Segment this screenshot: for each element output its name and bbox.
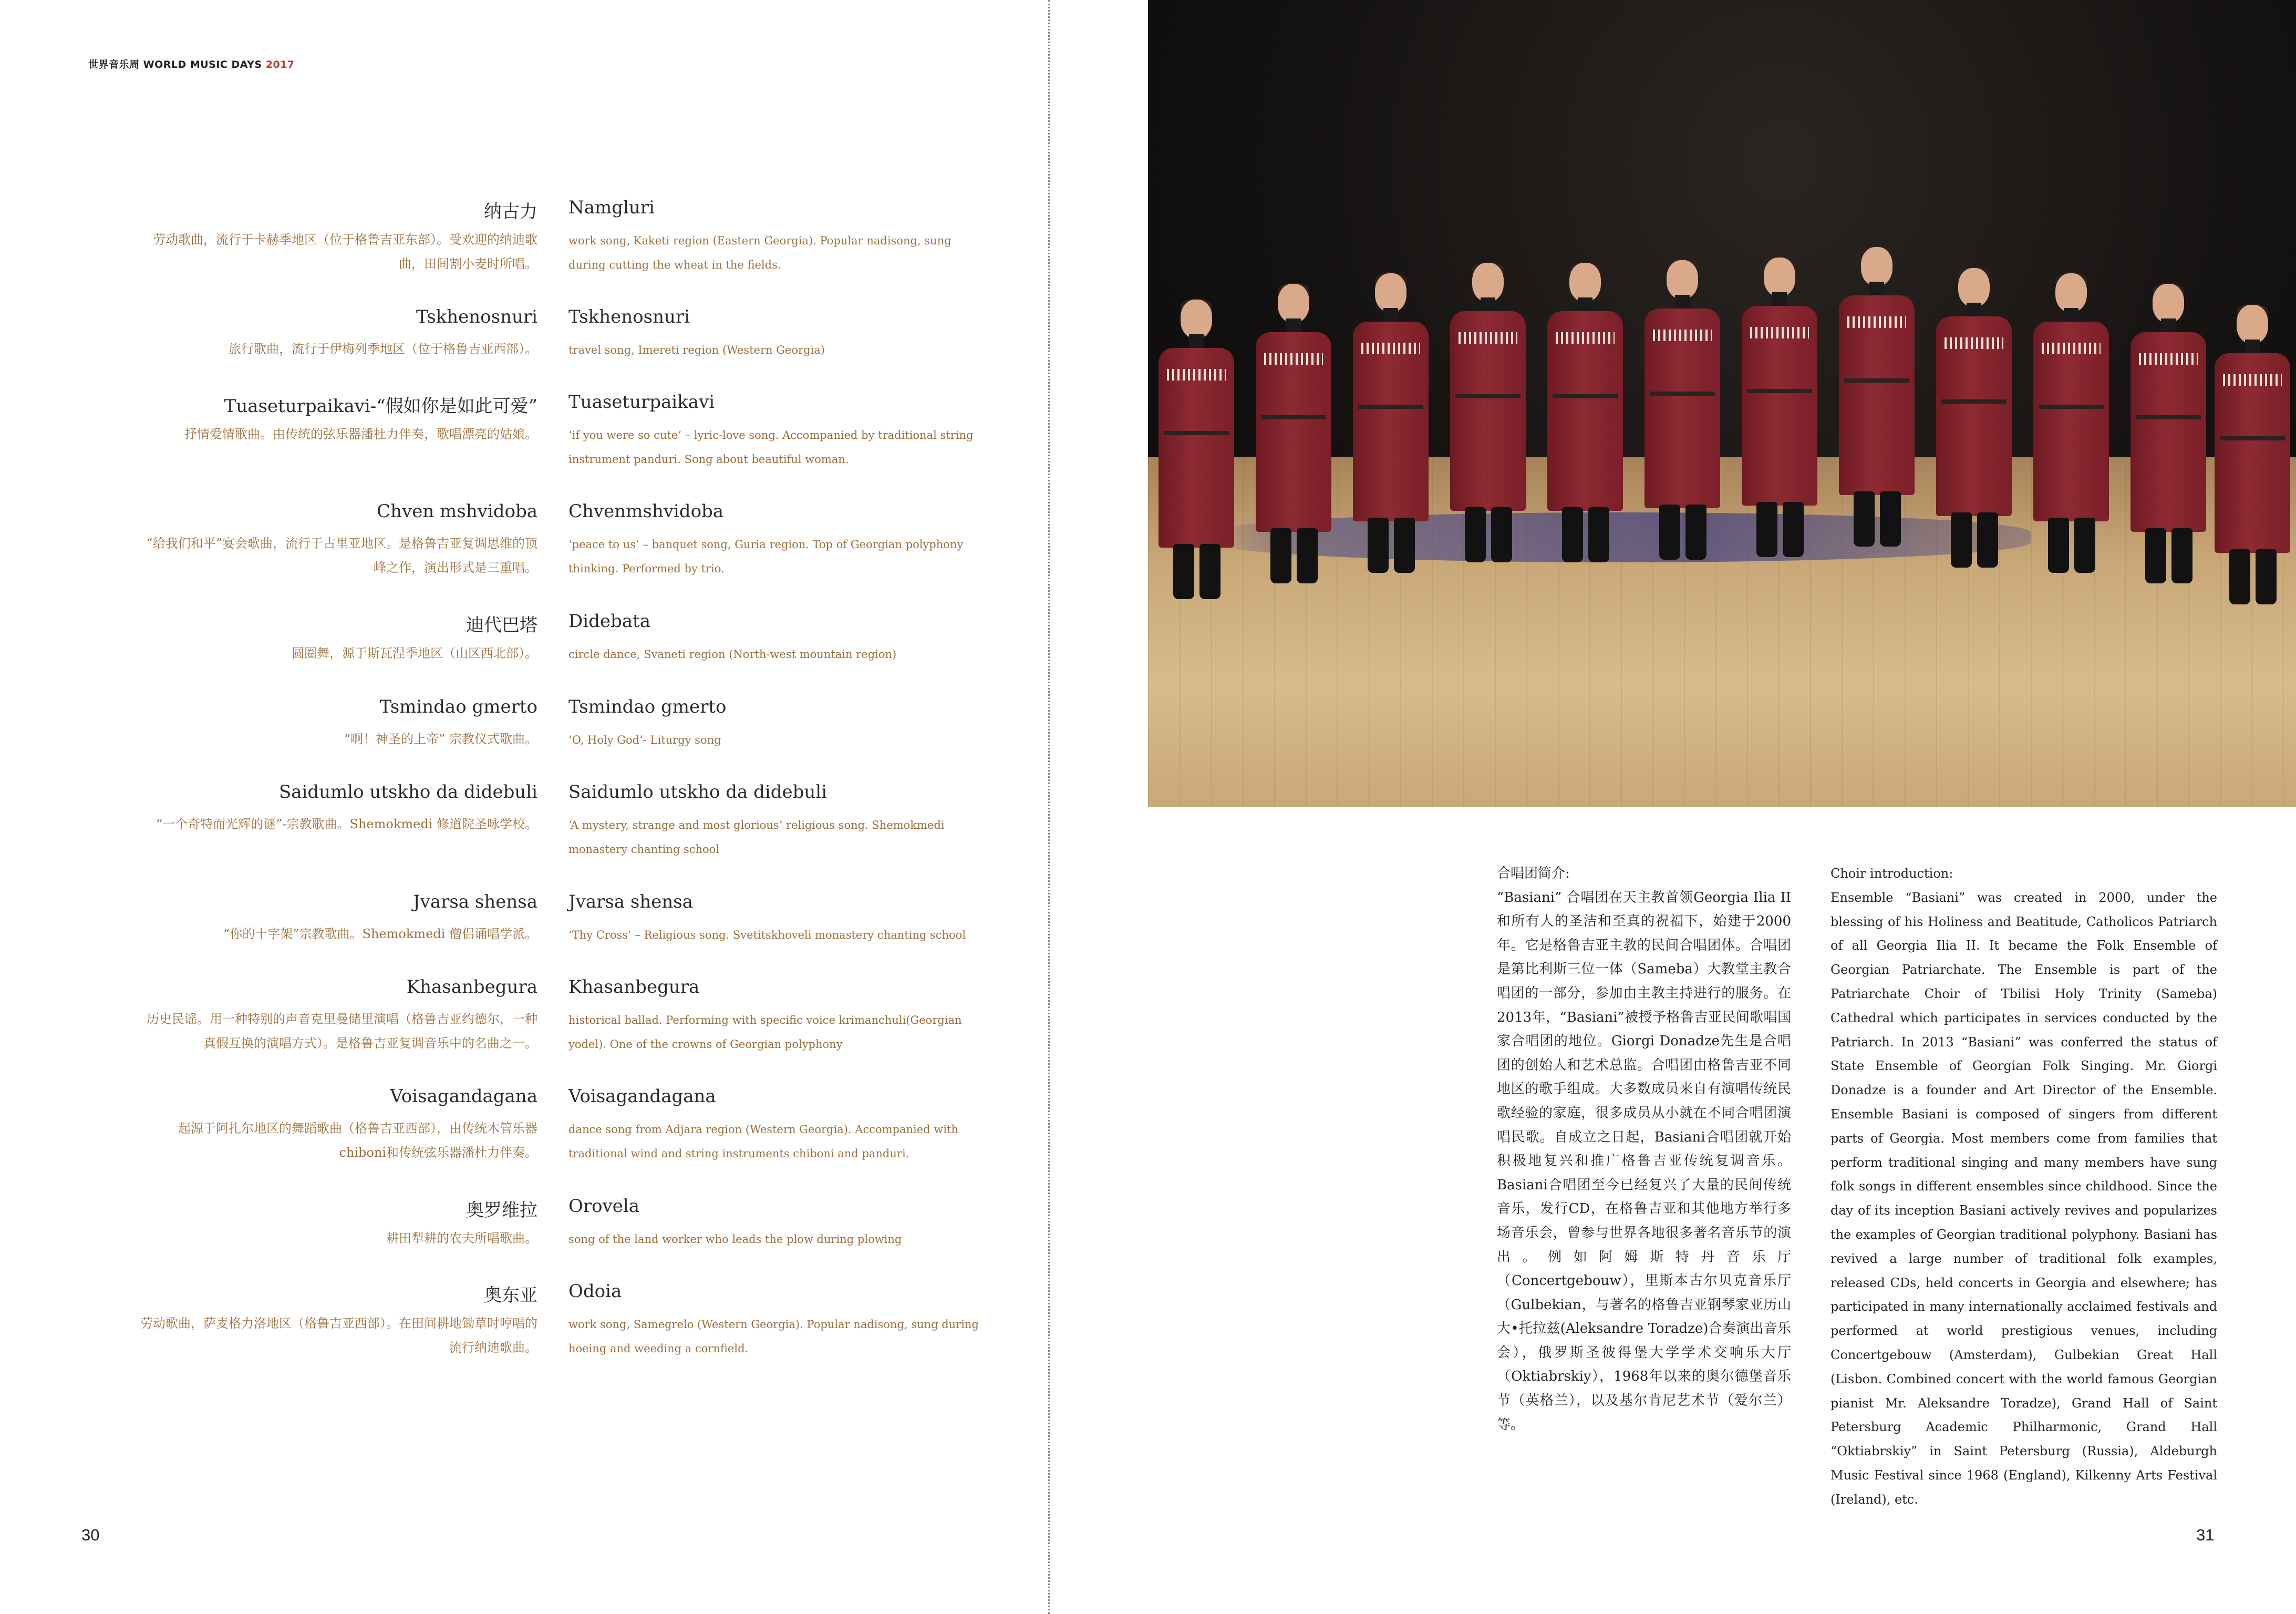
song-title-en: Saidumlo utskho da didebuli	[568, 782, 828, 803]
choir-intro-zh-heading: 合唱团简介:	[1497, 866, 1570, 881]
song-title-zh: 迪代巴塔	[466, 615, 537, 636]
song-description-zh: 劳动歌曲，流行于卡赫季地区（位于格鲁吉亚东部）。受欢迎的纳迪歌曲，田间割小麦时所唱。	[153, 232, 537, 271]
song-item	[0, 306, 1048, 401]
song-item	[0, 1086, 1048, 1180]
song-description-zh: “一个奇特而光辉的谜”-宗教歌曲。Shemokmedi 修道院圣咏学校。	[156, 817, 537, 831]
song-title-en: Odoia	[568, 1281, 622, 1302]
page-number-right: 31	[2196, 1526, 2215, 1544]
singer-figure	[1547, 263, 1623, 562]
song-title-en: Tsmindao gmerto	[568, 696, 727, 717]
choir-intro-zh-body: “Basiani” 合唱团在天主教首领Georgia Ilia II和所有人的圣洁和至真的祝福下，始建于2000年。它是格鲁吉亚主教的民间合唱团体。合唱团是第比利斯三位一体（Sameba）大教堂主教合唱团的一部分，参加由主教主持进行的服务。在2013年，“Basiani”被授予格鲁吉亚民间歌唱国家合唱团的地位。Giorgi Donadze先生是合唱团的创始人和艺术总监。合唱团由格鲁吉亚不同地区的歌手组成。大多数成员来自有演唱传统民歌经验的家庭，很多成员从小就在不同合唱团演唱民歌。自成立之日起，Basiani合唱团就开始积极地复兴和推广格鲁吉亚传统复调音乐。Basiani合唱团至今已经复兴了大量的民间传统音乐，发行CD，在格鲁吉亚和其他地方举行多场音乐会，曾参与世界各地很多著名音乐节的演出。例如阿姆斯特丹音乐厅（Concertgebouw），里斯本古尔贝克音乐厅（Gulbekian，与著名的格鲁吉亚钢琴家亚历山大•托拉兹(Aleksandre Toradze)合奏演出音乐会），俄罗斯圣彼得堡大学学术交响乐大厅（Oktiabrskiy），1968年以来的奥尔德堡音乐节（英格兰），以及基尔肯尼艺术节（爱尔兰）等。	[1497, 889, 1791, 1433]
song-description-en: song of the land worker who leads the plow during plowing	[568, 1233, 902, 1246]
song-description-zh: 圆圈舞，源于斯瓦涅季地区（山区西北部）。	[292, 646, 537, 661]
song-title-zh: 奥东亚	[484, 1285, 537, 1306]
song-title-en: Jvarsa shensa	[568, 891, 693, 912]
singer-figure	[1645, 260, 1720, 560]
song-description-en: ‘O, Holy God’- Liturgy song	[568, 734, 721, 746]
song-item	[0, 392, 1048, 486]
song-description-en: ‘Thy Cross’ – Religious song. Svetitskhoveli monastery chanting school	[568, 929, 966, 941]
singer-figure	[2130, 284, 2206, 583]
song-description-zh: “你的十字架”宗教歌曲。Shemokmedi 僧侣诵唱学派。	[223, 927, 537, 941]
song-title-zh: Tsmindao gmerto	[379, 696, 537, 717]
song-item	[0, 501, 1048, 595]
song-item	[0, 782, 1048, 876]
song-title-zh: Tuaseturpaikavi-“假如你是如此可爱”	[224, 396, 537, 417]
song-description-zh: “啊！神圣的上帝” 宗教仪式歌曲。	[344, 732, 537, 746]
choir-intro-en-heading: Choir introduction:	[1830, 866, 1953, 881]
song-item	[0, 1281, 1048, 1375]
song-description-zh: “给我们和平”宴会歌曲，流行于古里亚地区。是格鲁吉亚复调思维的顶峰之作，演出形式是三重唱。	[146, 536, 537, 575]
ensemble-photo	[1148, 0, 2296, 807]
song-title-zh: Voisagandagana	[390, 1086, 537, 1107]
song-description-en: ‘A mystery, strange and most glorious’ religious song. Shemokmedi monastery chanting school	[568, 819, 945, 856]
singer-figure	[2215, 305, 2290, 604]
song-description-zh: 起源于阿扎尔地区的舞蹈歌曲（格鲁吉亚西部），由传统木管乐器chiboni和传统弦乐器潘杜力伴奏。	[178, 1121, 537, 1160]
song-item	[0, 197, 1048, 292]
song-item	[0, 696, 1048, 791]
song-description-en: dance song from Adjara region (Western Georgia). Accompanied with traditional wind and string instruments chiboni and panduri.	[568, 1123, 958, 1160]
song-item	[0, 611, 1048, 705]
song-description-zh: 耕田犁耕的农夫所唱歌曲。	[386, 1231, 537, 1246]
choir-intro-en	[1830, 862, 2217, 1512]
song-item	[0, 1196, 1048, 1290]
song-description-en: work song, Samegrelo (Western Georgia). Popular nadisong, sung during hoeing and weeding a cornfield.	[568, 1318, 979, 1355]
song-item	[0, 891, 1048, 986]
singer-figure	[1742, 258, 1817, 557]
song-item	[0, 976, 1048, 1071]
choir-intro-zh	[1497, 862, 1791, 1437]
song-title-en: Orovela	[568, 1196, 640, 1217]
singer-figure	[1936, 268, 2012, 568]
song-description-en: work song, Kaketi region (Eastern Georgia). Popular nadisong, sung during cutting the wheat in the fields.	[568, 234, 952, 271]
song-description-zh: 旅行歌曲，流行于伊梅列季地区（位于格鲁吉亚西部）。	[229, 342, 537, 356]
song-title-zh: 纳古力	[484, 201, 537, 222]
song-title-zh: Chven mshvidoba	[377, 501, 537, 522]
song-description-zh: 历史民谣。用一种特别的声音克里曼储里演唱（格鲁吉亚约德尔，一种真假互换的演唱方式）。是格鲁吉亚复调音乐中的名曲之一。	[147, 1012, 537, 1051]
song-description-en: ‘peace to us’ – banquet song, Guria region. Top of Georgian polyphony thinking. Performed by trio.	[568, 538, 964, 575]
song-title-zh: Tskhenosnuri	[416, 306, 537, 327]
singer-figure	[1353, 273, 1429, 573]
singer-figure	[1256, 284, 1331, 583]
song-title-zh: Saidumlo utskho da didebuli	[278, 782, 537, 803]
singer-figure	[1450, 263, 1526, 562]
song-description-en: travel song, Imereti region (Western Georgia)	[568, 344, 825, 356]
song-title-zh: 奥罗维拉	[466, 1200, 537, 1221]
song-title-en: Chvenmshvidoba	[568, 501, 724, 522]
song-title-zh: Jvarsa shensa	[413, 891, 537, 912]
song-description-en: circle dance, Svaneti region (North-west mountain region)	[568, 648, 897, 661]
song-description-en: historical ballad. Performing with specific voice krimanchuli(Georgian yodel). One of the crowns of Georgian polyphony	[568, 1014, 962, 1051]
song-title-en: Tuaseturpaikavi	[568, 392, 715, 413]
header-year: 2017	[265, 59, 295, 70]
left-page	[0, 0, 1048, 1614]
choir-intro-en-body: Ensemble “Basiani” was created in 2000, under the blessing of his Holiness and Beatitude, Catholicos Patriarch of all Georgia Ilia II. It became the Folk Ensemble of Georgian Patriarchate. The Ensemble is part of the Patriarchate Choir of Tbilisi Holy Trinity (Sameba) Cathedral which participates in services conducted by the Patriarch. In 2013 “Basiani” was conferred the status of State Ensemble of Georgian Folk Singing. Mr. Giorgi Donadze is a founder and Art Director of the Ensemble. Ensemble Basiani is composed of singers from different parts of Georgia. Most members come from families that perform traditional singing and many members have sung folk songs in different ensembles since childhood. Since the day of its inception Basiani actively revives and popularizes the examples of Georgian traditional polyphony. Basiani has revived a large number of traditional folk examples, released CDs, held concerts in Georgia and elsewhere; has participated in many internationally acclaimed festivals and performed at world prestigious venues, including Concertgebouw (Amsterdam), Gulbekian Great Hall (Lisbon. Combined concert with the world famous Georgian pianist Mr. Aleksandre Toradze), Grand Hall of Saint Petersburg Academic Philharmonic, Grand Hall “Oktiabrskiy” in Saint Petersburg (Russia), Aldeburgh Music Festival since 1968 (England), Kilkenny Arts Festival (Ireland), etc.	[1830, 890, 2217, 1507]
song-title-en: Khasanbegura	[568, 976, 700, 998]
song-title-en: Tskhenosnuri	[568, 306, 690, 327]
song-title-en: Namgluri	[568, 197, 655, 218]
singer-figure	[2033, 273, 2109, 573]
page-number-left: 30	[81, 1526, 100, 1544]
singer-figure	[1159, 300, 1234, 599]
singer-figure	[1839, 247, 1915, 547]
song-title-zh: Khasanbegura	[406, 976, 537, 998]
song-description-zh: 劳动歌曲，萨麦格力洛地区（格鲁吉亚西部）。在田间耕地锄草时哼唱的流行纳迪歌曲。	[140, 1316, 537, 1355]
header-title: 世界音乐周 WORLD MUSIC DAYS	[88, 59, 266, 70]
song-description-en: ‘if you were so cute’ – lyric-love song. Accompanied by traditional string instrument panduri. Song about beautiful woman.	[568, 429, 974, 466]
running-header	[88, 57, 295, 71]
song-title-en: Voisagandagana	[568, 1086, 716, 1107]
song-title-en: Didebata	[568, 611, 650, 632]
song-description-zh: 抒情爱情歌曲。由传统的弦乐器潘杜力伴奏，歌唱漂亮的姑娘。	[184, 427, 537, 441]
